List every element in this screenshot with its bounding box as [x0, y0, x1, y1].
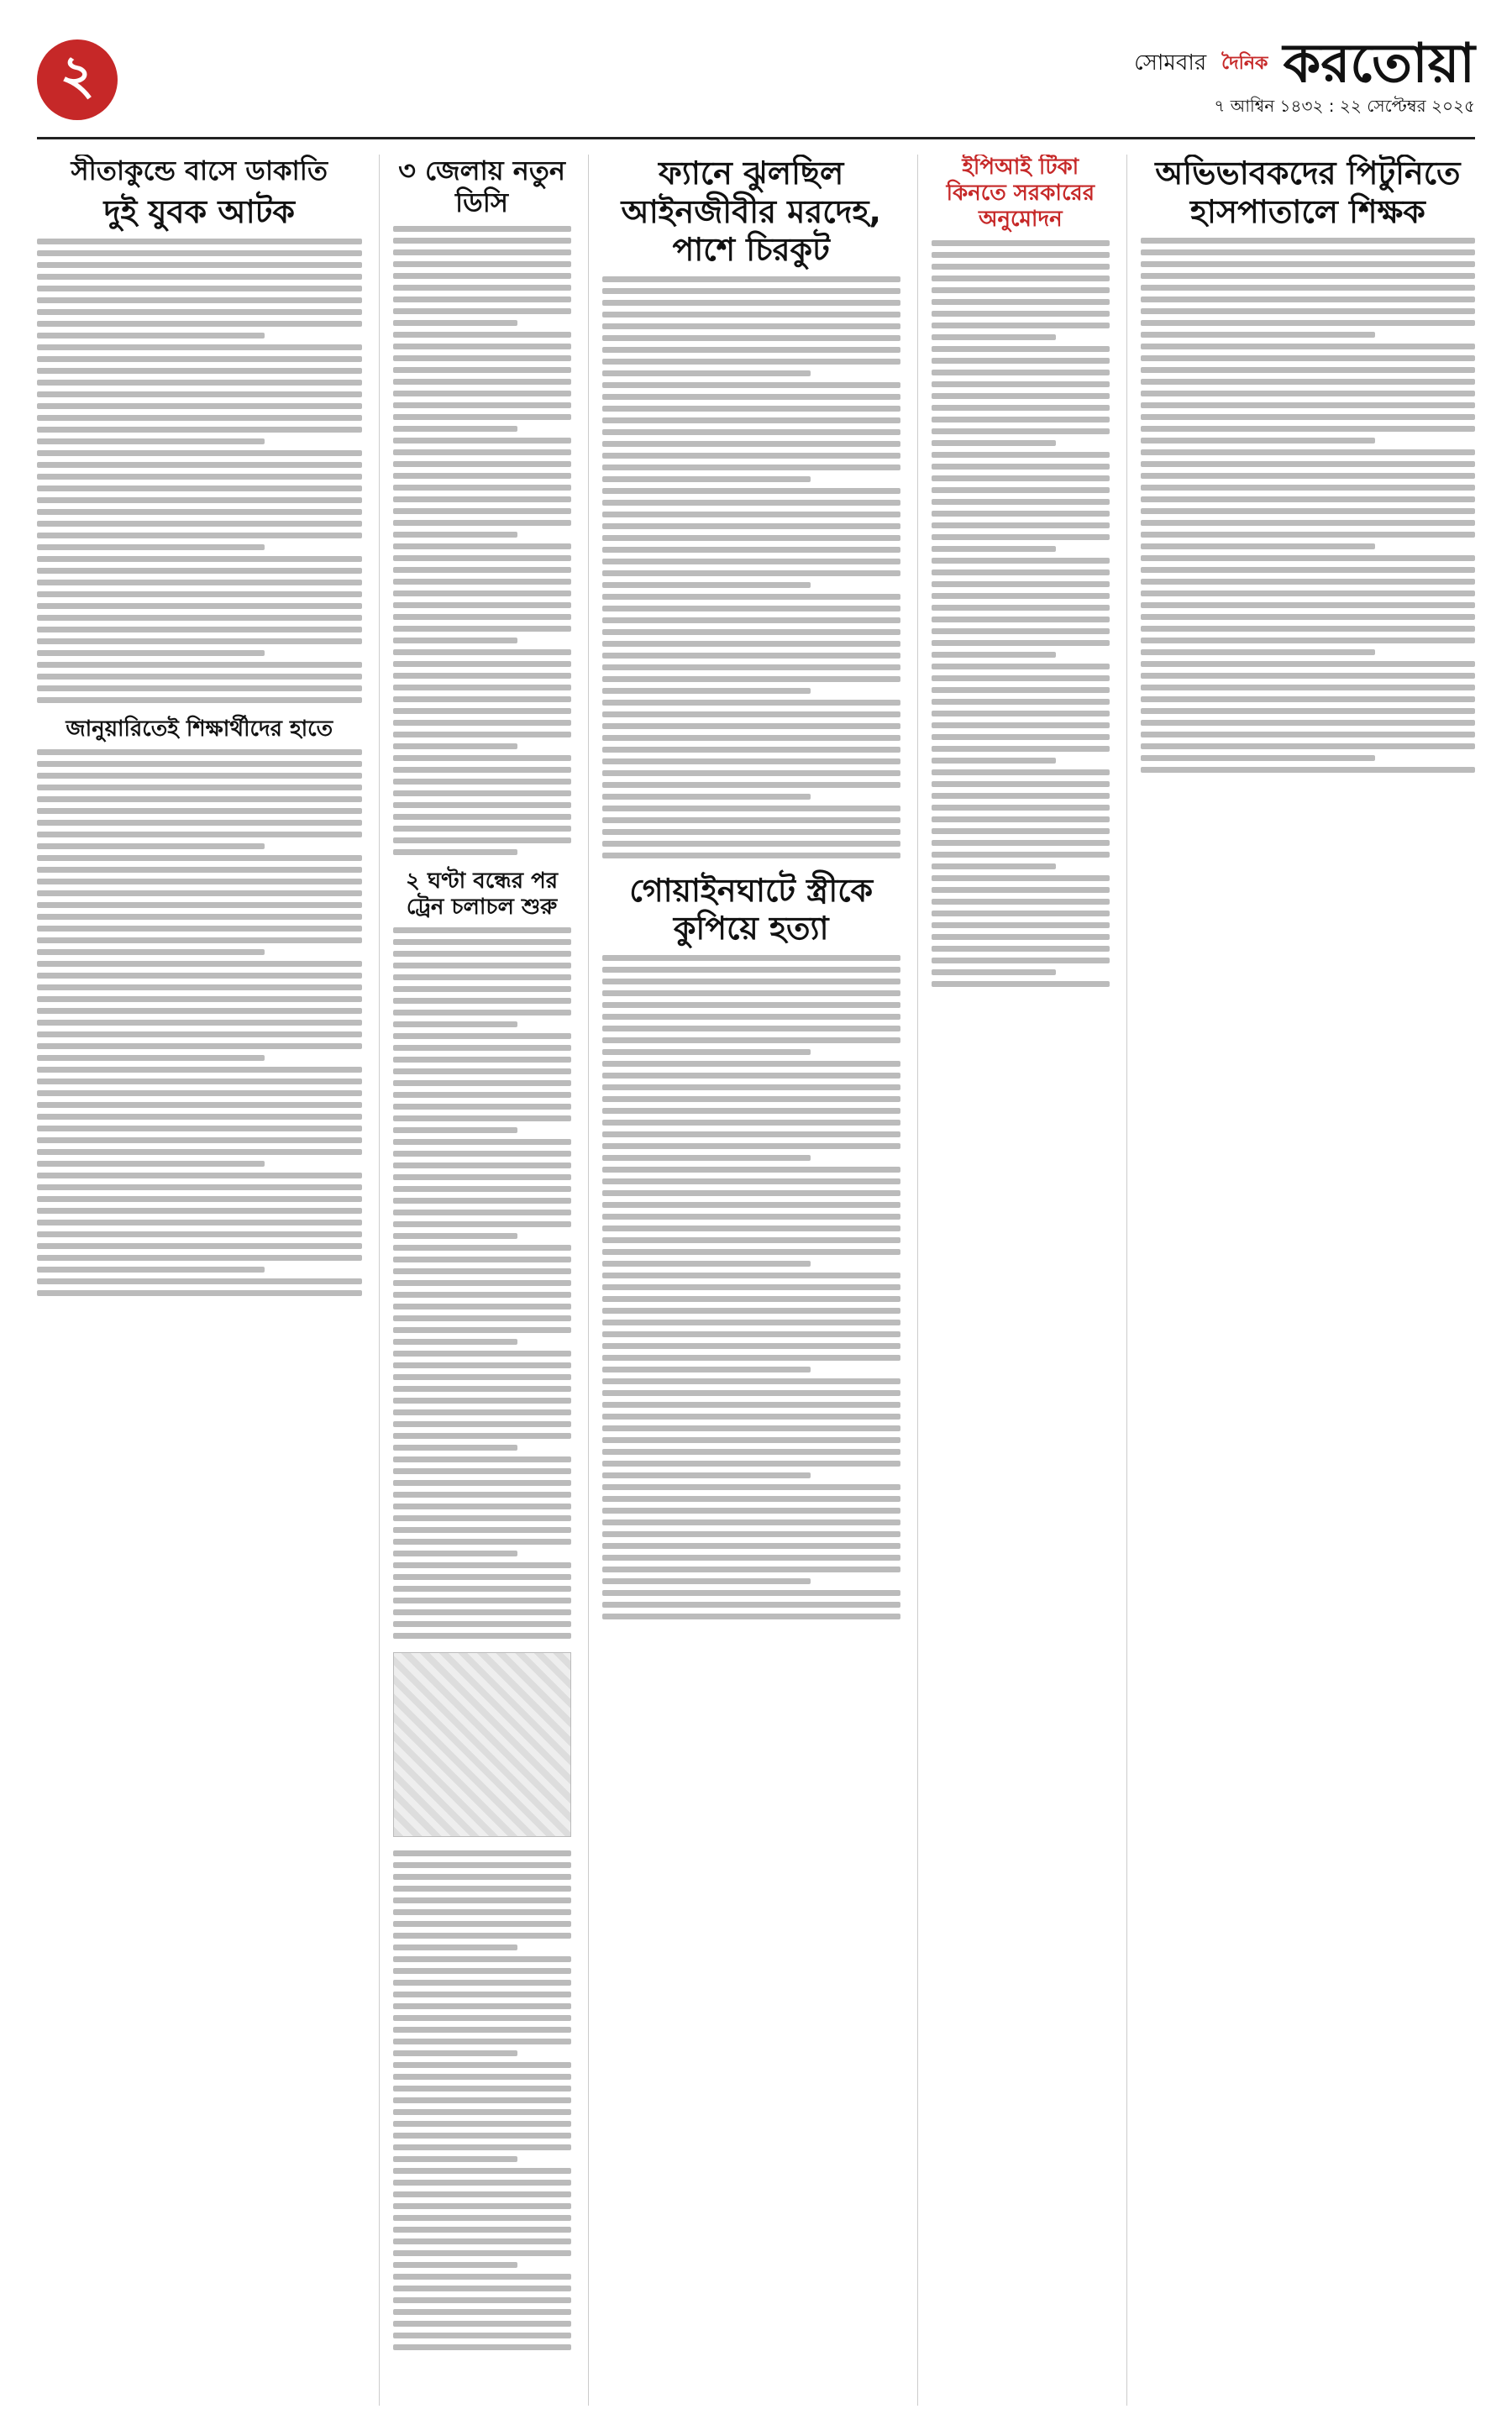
column-4	[917, 155, 1110, 2406]
paper-prefix: দৈনিক	[1221, 52, 1268, 74]
headline: ফ্যানে ঝুলছিল আইনজীবীর মরদেহ, পাশে চিরকুট	[621, 155, 881, 269]
story-lawyer	[602, 155, 900, 858]
story-train	[393, 869, 571, 1639]
headline: অভিভাবকদের পিটুনিতে হাসপাতালে শিক্ষক	[1155, 155, 1461, 230]
brand-block	[1134, 33, 1475, 122]
body-placeholder	[393, 927, 571, 1639]
headline: সীতাকুন্ডে বাসে ডাকাতি	[71, 155, 328, 186]
body-placeholder	[393, 226, 571, 855]
column-1	[37, 155, 362, 2406]
body-placeholder	[393, 1850, 571, 2350]
headline: ইপিআই টিকা কিনতে সরকারের অনুমোদন	[946, 155, 1095, 233]
story-textbooks	[37, 716, 362, 1296]
story-goainghat	[602, 872, 900, 1619]
headline: ২ ঘণ্টা বন্ধের পর ট্রেন চলাচল শুরু	[406, 868, 559, 920]
paper-name: করতোয়া	[1283, 33, 1475, 95]
column-3	[588, 155, 900, 2406]
story-new-dc	[393, 155, 571, 855]
story-bus-robbery	[37, 155, 362, 703]
body-placeholder	[602, 276, 900, 858]
body-placeholder	[37, 239, 362, 703]
portrait-photo	[393, 1652, 571, 1837]
column-2	[379, 155, 571, 2406]
story-epi-vaccine	[932, 155, 1110, 987]
column-5	[1126, 155, 1475, 2406]
article-grid	[37, 155, 1475, 2406]
body-placeholder	[1141, 238, 1475, 773]
story-teacher	[1141, 155, 1475, 773]
masthead	[37, 30, 1475, 139]
headline: জানুয়ারিতেই শিক্ষার্থীদের হাতে	[66, 716, 333, 742]
body-placeholder	[602, 955, 900, 1619]
page-number: ২	[37, 39, 118, 120]
headline: ৩ জেলায় নতুন ডিসি	[398, 155, 565, 219]
weekday: সোমবার	[1134, 50, 1207, 76]
body-placeholder	[37, 749, 362, 1296]
date-line: ৭ আশ্বিন ১৪৩২ : ২২ সেপ্টেম্বর ২০২৫	[1214, 96, 1475, 116]
body-placeholder	[932, 240, 1110, 987]
headline: গোয়াইনঘাটে স্ত্রীকে কুপিয়ে হত্যা	[629, 871, 874, 947]
headline: দুই যুবক আটক	[103, 193, 295, 231]
